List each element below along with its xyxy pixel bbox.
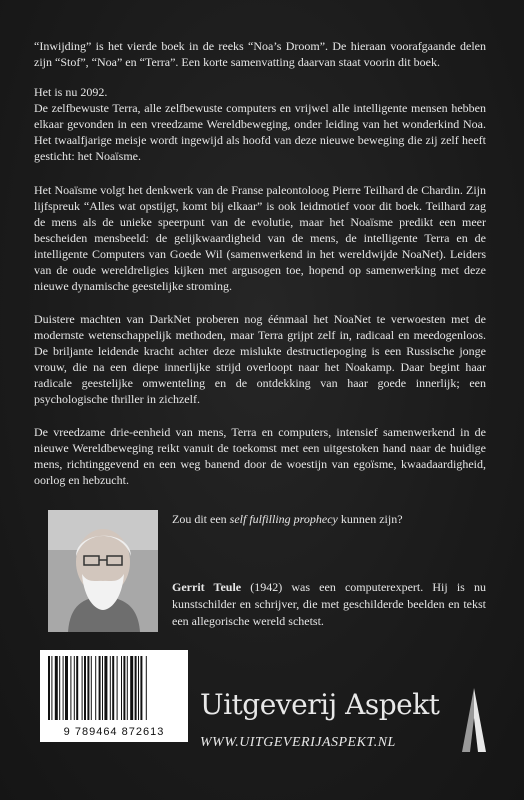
setting-paragraph: Het is nu 2092. De zelfbewuste Terra, alle zelfbewuste computers en vrijwel alle intelligente mensen hebben elkaar gevonden in een vreedzame Wereldbeweging, onder leiding van het wonderkind Noa. Het twaalfjarige meisje wordt ingewijd als hoofd van deze nieuwe beweging die zij zelf heeft gesticht: het Noaïsme. (34, 85, 486, 163)
question-text-start: Zou dit een (172, 512, 230, 526)
noaism-paragraph: Het Noaïsme volgt het denkwerk van de Franse paleontoloog Pierre Teilhard de Chardin. Zijn lijfspreuk “Alles wat opstijgt, komt bij elkaar” is ook leidmotief voor dit boek. Teilhard zag de mens als de unieke speerpunt van de evolutie, maar het Noaïsme predikt een meer bescheiden mensbeeld: de gelijkwaardigheid van de mens, de intelligente Terra en de intelligente Computers van Goede Wil (samenwerkend in het wereldwijde NoaNet). Leiders van de oude wereldreligies kijken met argusogen toe, hopend op samenwerking met deze nieuwe dynamische geestelijke stroming. (34, 183, 486, 293)
publisher-name: Uitgeverij Aspekt (200, 688, 440, 721)
trinity-paragraph: De vreedzame drie-eenheid van mens, Terra en computers, intensief samenwerkend in de nieuwe Wereldbeweging reikt vanuit de toekomst met een uitgestoken hand naar de huidige mens, richtinggevend en een weg banend door de woestijn van egoïsme, kwaadaardigheid, oorlog en hebzucht. (34, 425, 486, 487)
barcode-bars (40, 650, 188, 726)
author-bio-text: (1942) was een computerexpert. Hij is nu kunstschilder en schrijver, die met geschilderde beelden en tekst een allegorische wereld schetst. (172, 580, 486, 628)
author-bio (172, 579, 486, 630)
question-emphasis: self fulfilling prophecy (229, 512, 338, 526)
isbn-number: 9 789464 872613 (63, 726, 165, 738)
prophecy-question (172, 511, 472, 527)
author-photo (48, 510, 158, 632)
question-text-end: kunnen zijn? (337, 512, 403, 526)
intro-paragraph: “Inwijding” is het vierde boek in de reeks “Noa’s Droom”. De hieraan voorafgaande delen zijn “Stof”, “Noa” en “Terra”. Een korte samenvatting daarvan staat voorin dit boek. (34, 39, 486, 69)
darknet-paragraph: Duistere machten van DarkNet proberen nog éénmaal het NoaNet te verwoesten met de modernste wetenschappelijk methoden, maar Terra grijpt zelf in, radicaal en meedogenloos. De briljante leidende kracht achter deze mislukte destructiepoging is een Russische jonge vrouw, die na een diepe innerlijke strijd overloopt naar het Noakamp. Daar begint haar radicale geestelijke omwenteling en de ontdekking van haar goede innerlijk; een psychologische thriller in zichzelf. (34, 312, 486, 406)
publisher-logo-icon (456, 688, 492, 752)
publisher-website[interactable]: WWW.UITGEVERIJASPEKT.NL (200, 735, 396, 750)
isbn-barcode (40, 650, 188, 742)
author-name: Gerrit Teule (172, 580, 242, 594)
